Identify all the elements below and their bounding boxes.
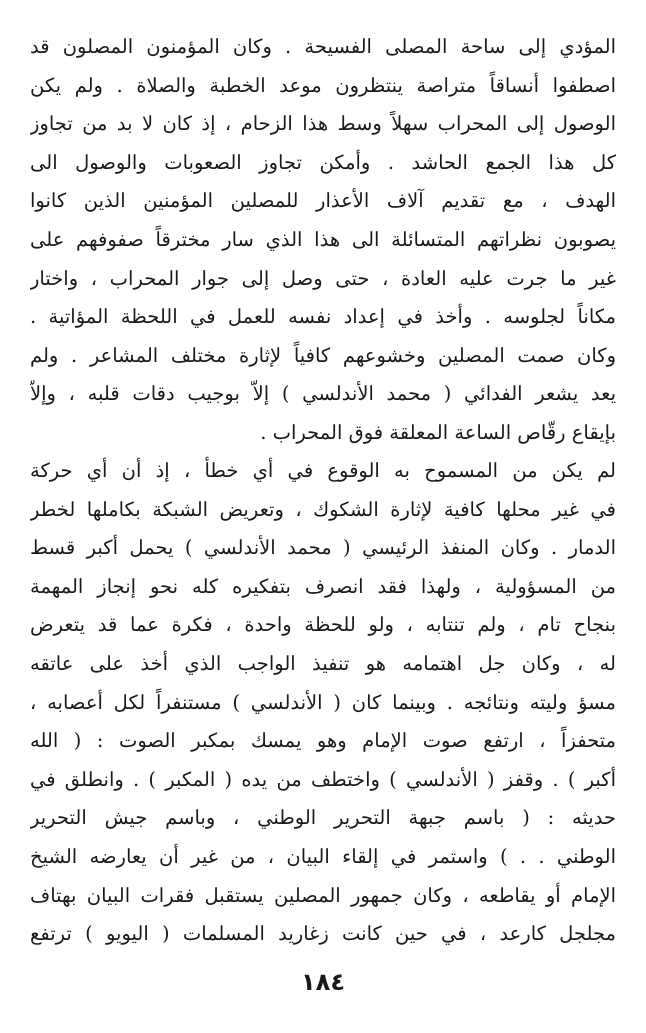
text-line: يصوبون نظراتهم المتسائلة الى هذا الذي سار مخترقاً صفوفهم على	[30, 227, 616, 251]
text-line: الإمام أو يقاطعه ، وكان جمهور المصلين يستقبل فقرات البيان بهتاف	[30, 883, 616, 907]
text-line: حديثه : ( باسم جبهة التحرير الوطني ، وباسم جيش التحرير	[30, 806, 616, 830]
text-line: مكاناً لجلوسه . وأخذ في إعداد نفسه للعمل في اللحظة المؤاتية .	[30, 305, 616, 329]
text-line: مسؤ وليته ونتائجه . وبينما كان ( الأندلسي ) مستنفراً لكل أعصابه ،	[30, 690, 616, 714]
text-line: في غير محلها كافية لإثارة الشكوك ، وتعريض الشبكة بكاملها لخطر	[30, 497, 616, 521]
text-line: الهدف ، مع تقديم آلاف الأعذار للمصلين المؤمنين الذين كانوا	[30, 189, 616, 213]
text-line: غير ما جرت عليه العادة ، حتى وصل إلى جوار المحراب ، واختار	[30, 266, 616, 290]
text-line: متحفزاً ، ارتفع صوت الإمام وهو يمسك بمكبر الصوت : ( الله	[30, 729, 616, 753]
paragraph-1	[30, 28, 616, 453]
text-line: وكان صمت المصلين وخشوعهم كافياً لإثارة مختلف المشاعر . ولم	[30, 343, 616, 367]
text-line: الوصول إلى المحراب سهلاً وسط هذا الزحام ، إذ كان لا بد من تجاوز	[30, 112, 616, 136]
text-line: الوطني . . ) واستمر في إلقاء البيان ، من غير أن يعارضه الشيخ	[30, 844, 616, 868]
text-line: أكبر ) . وقفز ( الأندلسي ) واختطف من يده ( المكبر ) . وانطلق في	[30, 767, 616, 791]
text-line: يعد يشعر الفدائي ( محمد الأندلسي ) إلاّ بوجيب دقات قلبه ، وإلاّ	[30, 382, 616, 406]
paragraph-2	[30, 452, 616, 954]
text-line: بنجاح تام ، ولم تنتابه ، ولو للحظة واحدة ، فكرة عما قد يتعرض	[30, 613, 616, 637]
text-line: كل هذا الجمع الحاشد . وأمكن تجاوز الصعوبات والوصول الى	[30, 150, 616, 174]
text-line: من المسؤولية ، ولهذا فقد انصرف بتفكيره كله نحو إنجاز المهمة	[30, 574, 616, 598]
text-line: له ، وكان جل اهتمامه هو تنفيذ الواجب الذي أخذ على عاتقه	[30, 651, 616, 675]
text-line: بإيقاع رقّاص الساعة المعلقة فوق المحراب .	[260, 420, 616, 444]
text-line: لم يكن من المسموح به الوقوع في أي خطأ ، إذ أن أي حركة	[30, 459, 616, 482]
text-line: المؤدي إلى ساحة المصلى الفسيحة . وكان المؤمنون المصلون قد	[30, 35, 616, 58]
text-line: اصطفوا أنساقاً متراصة ينتظرون موعد الخطبة والصلاة . ولم يكن	[30, 73, 616, 97]
page-number: ١٨٤	[301, 968, 345, 996]
text-line: مجلجل كارعد ، في حين كانت زغاريد المسلمات ( اليويو ) ترتفع	[30, 922, 616, 946]
text-line: الدمار . وكان المنفذ الرئيسي ( محمد الأندلسي ) يحمل أكبر قسط	[30, 536, 616, 560]
